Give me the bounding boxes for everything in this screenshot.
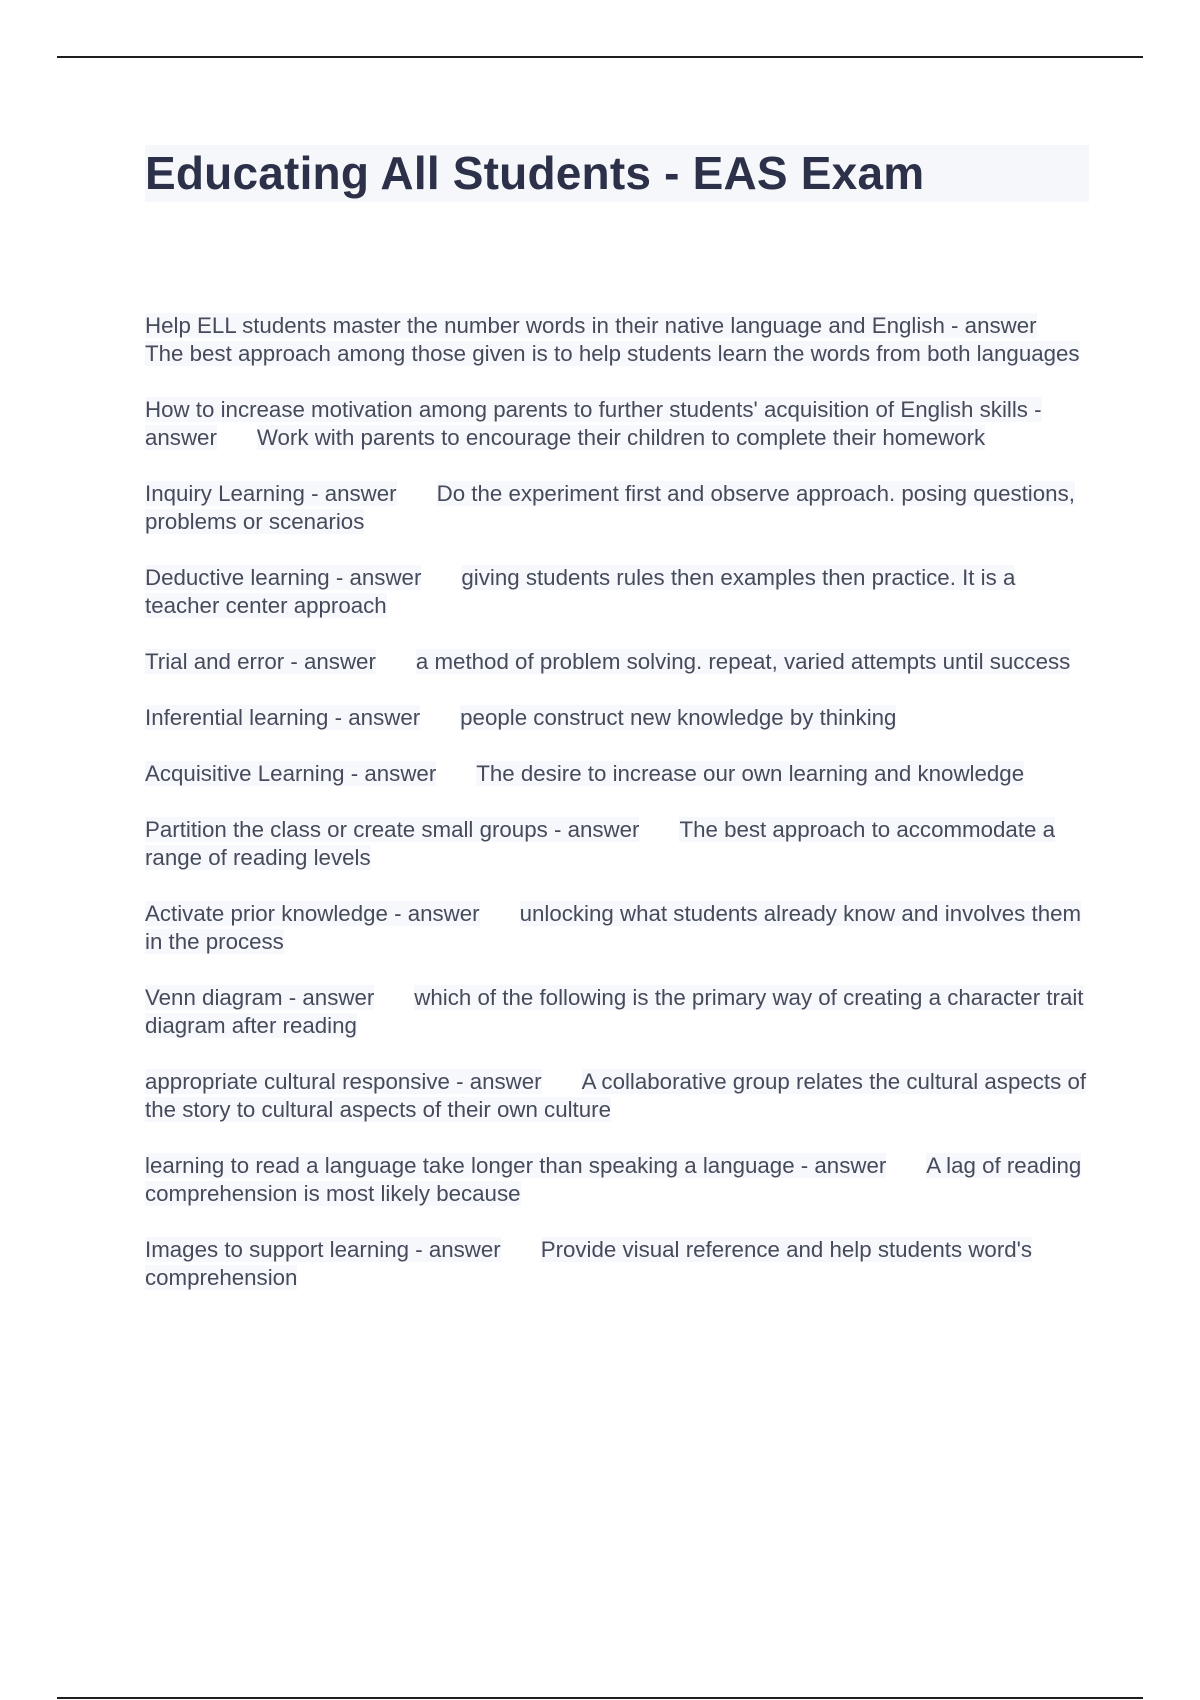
- qa-term: Acquisitive Learning - answer: [145, 761, 437, 786]
- qa-term: Images to support learning - answer: [145, 1237, 501, 1262]
- qa-item: [145, 984, 1089, 1040]
- qa-item: [145, 1068, 1089, 1124]
- qa-definition: Work with parents to encourage their children to complete their homework: [256, 425, 986, 450]
- qa-term: Inquiry Learning - answer: [145, 481, 397, 506]
- qa-definition: The best approach to accommodate a range of reading levels: [145, 817, 1056, 870]
- qa-item: [145, 564, 1089, 620]
- qa-definition: people construct new knowledge by thinking: [460, 705, 897, 730]
- qa-term: Deductive learning - answer: [145, 565, 422, 590]
- qa-term: Inferential learning - answer: [145, 705, 421, 730]
- qa-term: appropriate cultural responsive - answer: [145, 1069, 542, 1094]
- qa-item: [145, 816, 1089, 872]
- bottom-rule: [57, 1697, 1143, 1699]
- qa-definition: The desire to increase our own learning and knowledge: [476, 761, 1025, 786]
- qa-definition: giving students rules then examples then practice. It is a teacher center approach: [145, 565, 1016, 618]
- qa-definition: which of the following is the primary way of creating a character trait diagram after reading: [145, 985, 1084, 1038]
- qa-definition: unlocking what students already know and involves them in the process: [145, 901, 1082, 954]
- qa-item: [145, 1152, 1089, 1208]
- qa-item: [145, 396, 1089, 452]
- qa-item: [145, 704, 1089, 732]
- qa-term: Partition the class or create small groups - answer: [145, 817, 640, 842]
- qa-term: Help ELL students master the number words in their native language and English - answer: [145, 313, 1037, 338]
- top-rule: [57, 56, 1143, 58]
- qa-definition: a method of problem solving. repeat, varied attempts until success: [415, 649, 1071, 674]
- qa-definition: The best approach among those given is to help students learn the words from both languages: [145, 341, 1080, 366]
- qa-item: [145, 1236, 1089, 1292]
- qa-definition: Provide visual reference and help students word's comprehension: [145, 1237, 1033, 1290]
- qa-term: How to increase motivation among parents to further students' acquisition of English skills - answer: [145, 397, 1042, 450]
- qa-item: [145, 900, 1089, 956]
- qa-definition: A collaborative group relates the cultural aspects of the story to cultural aspects of their own culture: [145, 1069, 1087, 1122]
- document-title: Educating All Students - EAS Exam: [145, 145, 1089, 202]
- qa-definition: Do the experiment first and observe approach. posing questions, problems or scenarios: [145, 481, 1075, 534]
- qa-term: Venn diagram - answer: [145, 985, 375, 1010]
- qa-term: Activate prior knowledge - answer: [145, 901, 480, 926]
- qa-item: [145, 480, 1089, 536]
- qa-item: [145, 312, 1089, 368]
- qa-item: [145, 760, 1089, 788]
- qa-item: [145, 648, 1089, 676]
- qa-definition: A lag of reading comprehension is most likely because: [145, 1153, 1082, 1206]
- qa-list: [145, 312, 1089, 1320]
- qa-term: learning to read a language take longer than speaking a language - answer: [145, 1153, 887, 1178]
- qa-term: Trial and error - answer: [145, 649, 376, 674]
